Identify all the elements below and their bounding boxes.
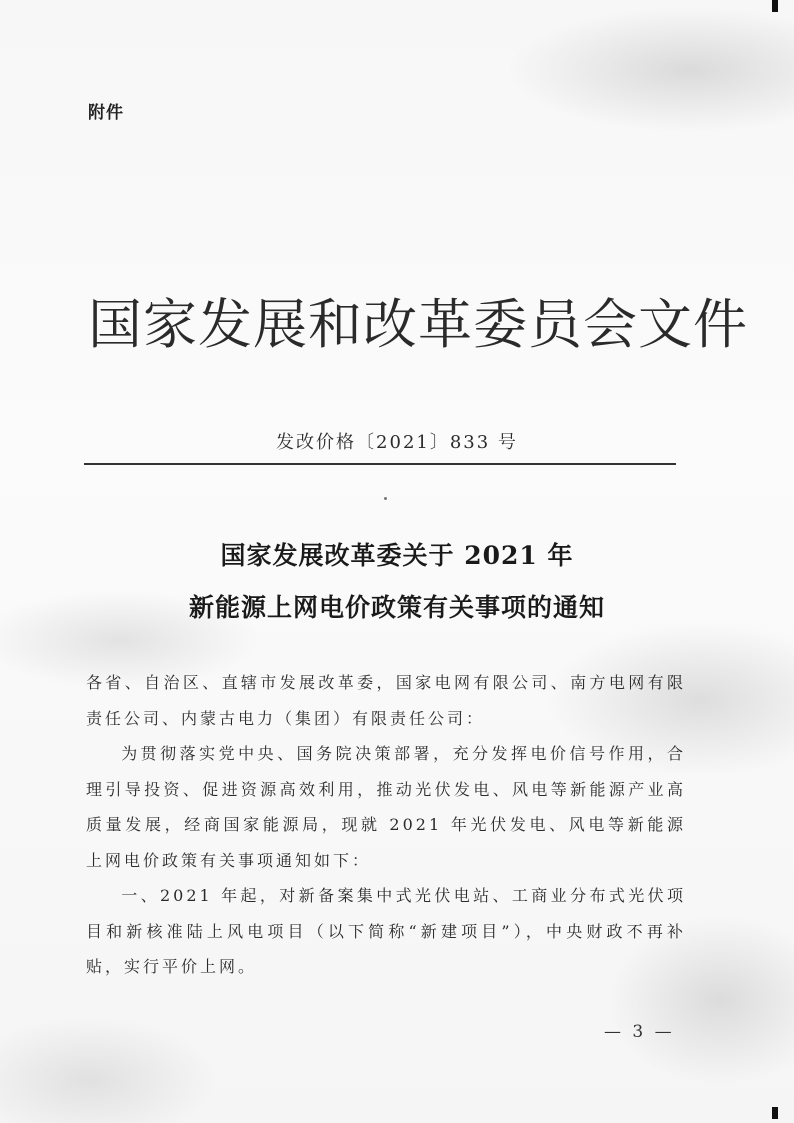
notice-body — [86, 665, 686, 985]
attachment-label: 附件 — [88, 103, 124, 123]
scan-corner-mark — [772, 1107, 778, 1119]
header-divider — [84, 463, 676, 465]
scan-corner-mark — [772, 0, 778, 12]
addressees: 各省、自治区、直辖市发展改革委，国家电网有限公司、南方电网有限责任公司、内蒙古电力（集团）有限责任公司： — [86, 673, 686, 728]
notice-title-line-1: 国家发展改革委关于 2021 年 — [220, 541, 574, 570]
document-number: 发改价格〔2021〕833 号 — [276, 432, 518, 453]
scan-speck — [384, 497, 387, 500]
body-paragraph: 为贯彻落实党中央、国务院决策部署，充分发挥电价信号作用，合理引导投资、促进资源高效利用，推动光伏发电、风电等新能源产业高质量发展，经商国家能源局，现就 2021 年光伏发电、风电等新能源上网电价政策有关事项通知如下： — [86, 744, 686, 870]
document-header: 国家发展和改革委员会文件 — [88, 293, 748, 356]
page-number: — 3 — — [604, 1022, 675, 1042]
notice-title-line-2: 新能源上网电价政策有关事项的通知 — [188, 593, 605, 622]
body-paragraph: 一、2021 年起，对新备案集中式光伏电站、工商业分布式光伏项目和新核准陆上风电项目（以下简称“新建项目”），中央财政不再补贴，实行平价上网。 — [86, 886, 686, 976]
